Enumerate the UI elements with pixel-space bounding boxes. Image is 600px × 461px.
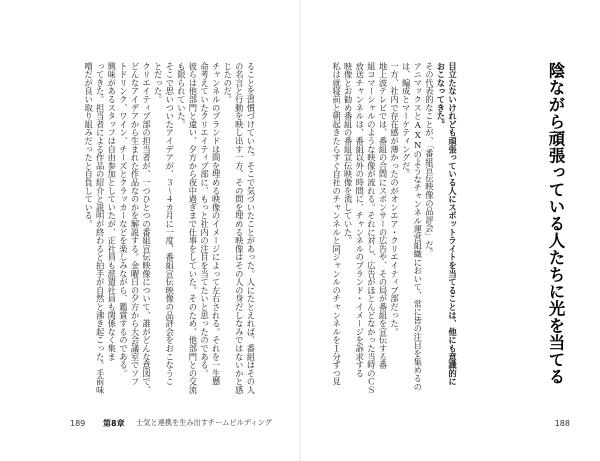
page-gutter — [299, 0, 301, 461]
text-line: 興味があるスタッフは自由参加としていたが、正社員も派遣社員も関係なく集ま — [106, 62, 117, 361]
text-line: 一方、社内で存在感が薄かったのがオンエア・クリエイティブ部だった。 — [389, 62, 400, 336]
text-line: クリエイティブ部の担当者が、一つひとつの番組宣伝映像について、誰がどんな意図で、 — [141, 62, 152, 394]
text-line: 彼らは他部門と違い、夕方から夜中過ぎまで仕事をしていた。そのため、他部門との交流 — [187, 62, 198, 394]
text-line: どんなアイデアから生まれた作品なのかを解説する。金曜日の夕方から大会議室でソフ — [129, 62, 140, 386]
right-page-number: 188 — [554, 419, 570, 428]
text-line: 命考えていたクリエイティブ部に、もっと社内の注目を当てたいと思ったのである。 — [199, 62, 210, 378]
text-line: 噌だが良い取り組みだったと自負している。 — [83, 62, 94, 228]
text-line: その代表的なことが、「番組宣伝映像の品評会」だ。 — [424, 62, 435, 258]
text-line: そこで思いついたアイデアが、３〜４カ月に一度、番組宣伝映像の品評会をおこなうこ — [164, 62, 175, 386]
text-line: 放送チャンネルは、番組以外の時間に、チャンネルのブランド・イメージを訴求する — [354, 62, 365, 378]
text-line: おこなってきた。 — [435, 62, 446, 129]
text-line: トドリンク、ワイン、チーズとクラッカーなどを楽しみながら、鑑賞するのである。 — [118, 62, 129, 378]
text-line: とだった。 — [153, 62, 164, 104]
text-line: 目立たないけれども頑張っている人にスポットライトを当てることは、他にも意識的に — [447, 62, 458, 386]
text-line: 組コマーシャルのような映像が流れる。それに対し、広告がほとんどなかった当時のＣＳ — [366, 62, 377, 394]
text-line: も限られていた。 — [176, 62, 187, 129]
text-line: じたのだ。 — [222, 62, 233, 104]
right-page-body — [330, 62, 458, 402]
text-line: 私は就寝前と朝起きたらすぐ自社のチャンネルと同ジャンルのチャンネルを１分ずつ見 — [331, 62, 342, 386]
text-line: ることを習慣づけていた。そこで気づいたことがあった。人にたとえれば、番組はその人 — [245, 62, 256, 394]
text-line: ってきた。担当者による作品の紹介と説明が終わると拍手が自然と沸き起こった。手前味 — [95, 62, 106, 394]
section-headline: 陰ながら頑張っている人たちに光を当てる — [546, 62, 565, 385]
text-line: の名言と行動を映し出す一方、その間を埋める映像はその人の身だしなみではないかと感 — [234, 62, 245, 394]
text-line: アニマックスとAXNのようなチャンネル運営組織において、常に皆の注目を集めるの — [412, 62, 423, 391]
text-line: チャンネルのブランドは間を埋める映像のイメージによって左右される。それを一生懸 — [211, 62, 222, 386]
left-page-body — [82, 62, 256, 394]
text-line: 地上波テレビでは、番組の合間にスポンサーの広告や、その局が番組を宣伝する番 — [377, 62, 388, 370]
left-page-number: 189 — [70, 419, 86, 428]
text-line: 映像とお勧め番組の番組宣伝映像を流していた。 — [343, 62, 354, 245]
text-line: は、編成とマーケティングだ。 — [401, 62, 412, 179]
chapter-title: 士気と連携を生み出すチームビルディング — [136, 418, 272, 427]
chapter-label: 第8章 — [103, 419, 125, 428]
